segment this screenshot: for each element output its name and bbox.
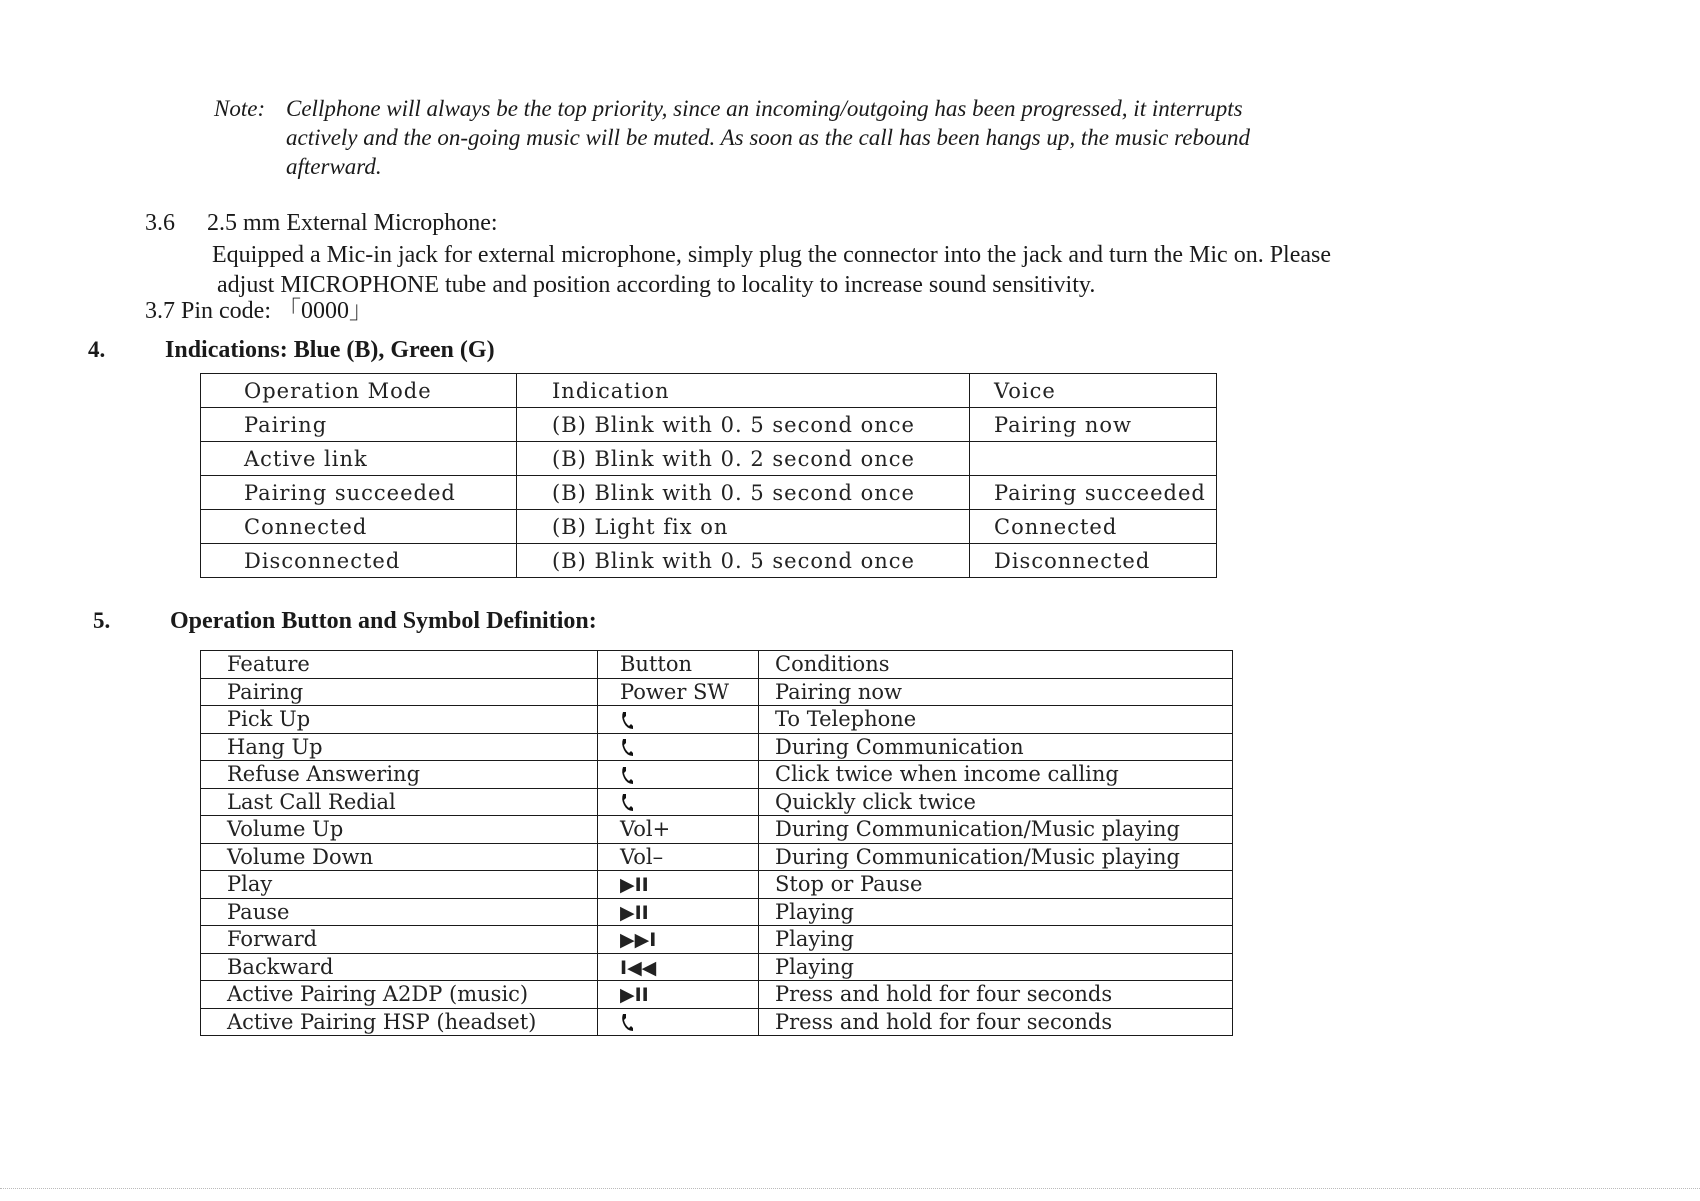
table-row: [201, 898, 1233, 926]
phone-icon: [620, 735, 634, 759]
table-row: [201, 843, 1233, 871]
feature-cell: Pick Up: [201, 706, 598, 734]
condition-cell: During Communication/Music playing: [759, 816, 1233, 844]
note-line: actively and the on-going music will be muted. As soon as the call has been hangs up, the music rebound: [286, 125, 1250, 150]
voice-cell: Pairing succeeded: [970, 476, 1217, 510]
column-header: Conditions: [759, 651, 1233, 679]
play-pause-icon: ▶II: [620, 984, 649, 1007]
feature-cell: Backward: [201, 953, 598, 981]
condition-cell: Stop or Pause: [759, 871, 1233, 899]
button-cell: [598, 926, 759, 954]
button-cell: [598, 761, 759, 789]
forward-icon: ▶▶I: [620, 929, 657, 952]
section-3-6-number: 3.6: [145, 210, 175, 236]
section-5-title: Operation Button and Symbol Definition:: [170, 608, 597, 634]
table-row: [201, 510, 1217, 544]
note-line: Cellphone will always be the top priority, since an incoming/outgoing has been progressed, it interrupts: [286, 96, 1243, 121]
table-row: [201, 442, 1217, 476]
button-cell: [598, 981, 759, 1009]
feature-cell: Active Pairing A2DP (music): [201, 981, 598, 1009]
page-footer-rule: [0, 1188, 1700, 1191]
button-cell: [598, 1008, 759, 1036]
operation-mode-cell: Connected: [201, 510, 517, 544]
feature-cell: Pairing: [201, 678, 598, 706]
table-row: [201, 544, 1217, 578]
button-cell: [598, 871, 759, 899]
condition-cell: Quickly click twice: [759, 788, 1233, 816]
table-row: [201, 706, 1233, 734]
indication-cell: (B) Blink with 0. 5 second once: [517, 408, 970, 442]
condition-cell: To Telephone: [759, 706, 1233, 734]
section-3-6-title: 2.5 mm External Microphone:: [207, 210, 498, 236]
operation-table: [200, 650, 1233, 1036]
section-4-title: Indications: Blue (B), Green (G): [165, 337, 495, 363]
condition-cell: Playing: [759, 898, 1233, 926]
button-cell: Vol–: [598, 843, 759, 871]
condition-cell: Playing: [759, 926, 1233, 954]
table-row: [201, 1008, 1233, 1036]
condition-cell: Press and hold for four seconds: [759, 1008, 1233, 1036]
condition-cell: Playing: [759, 953, 1233, 981]
button-cell: [598, 706, 759, 734]
note-text: [286, 94, 1496, 181]
section-3-6-line: adjust MICROPHONE tube and position according to locality to increase sound sensitivity.: [217, 272, 1096, 298]
feature-cell: Pause: [201, 898, 598, 926]
column-header: Feature: [201, 651, 598, 679]
backward-icon: I◀◀: [620, 956, 657, 979]
column-header: Button: [598, 651, 759, 679]
phone-icon: [620, 790, 634, 814]
feature-cell: Volume Up: [201, 816, 598, 844]
feature-cell: Refuse Answering: [201, 761, 598, 789]
section-3-7-pin-code: 3.7 Pin code: 「0000」: [145, 298, 373, 324]
section-5-number: 5.: [93, 608, 111, 633]
note-line: afterward.: [286, 154, 382, 179]
phone-icon: [620, 762, 634, 786]
section-4-number: 4.: [88, 337, 106, 362]
feature-cell: Hang Up: [201, 733, 598, 761]
feature-cell: Volume Down: [201, 843, 598, 871]
indication-cell: (B) Light fix on: [517, 510, 970, 544]
button-cell: [598, 953, 759, 981]
indication-cell: (B) Blink with 0. 5 second once: [517, 544, 970, 578]
section-3-6-line: Equipped a Mic-in jack for external microphone, simply plug the connector into the jack and turn the Mic on. Please: [212, 242, 1332, 268]
button-cell: Power SW: [598, 678, 759, 706]
voice-cell: [970, 442, 1217, 476]
condition-cell: During Communication: [759, 733, 1233, 761]
button-cell: Vol+: [598, 816, 759, 844]
phone-icon: [620, 707, 634, 731]
table-row: [201, 788, 1233, 816]
feature-cell: Last Call Redial: [201, 788, 598, 816]
play-pause-icon: ▶II: [620, 901, 649, 924]
table-row: [201, 981, 1233, 1009]
condition-cell: Click twice when income calling: [759, 761, 1233, 789]
phone-icon: [620, 1010, 634, 1034]
operation-mode-cell: Pairing succeeded: [201, 476, 517, 510]
operation-mode-cell: Pairing: [201, 408, 517, 442]
operation-mode-cell: Disconnected: [201, 544, 517, 578]
feature-cell: Forward: [201, 926, 598, 954]
note-label: Note:: [214, 96, 266, 121]
table-row: [201, 953, 1233, 981]
voice-cell: Disconnected: [970, 544, 1217, 578]
table-row: [201, 733, 1233, 761]
play-pause-icon: ▶II: [620, 874, 649, 897]
table-header-row: [201, 651, 1233, 679]
voice-cell: Pairing now: [970, 408, 1217, 442]
button-cell: [598, 898, 759, 926]
feature-cell: Play: [201, 871, 598, 899]
column-header: Voice: [970, 374, 1217, 408]
condition-cell: During Communication/Music playing: [759, 843, 1233, 871]
table-row: [201, 476, 1217, 510]
table-header-row: [201, 374, 1217, 408]
indication-cell: (B) Blink with 0. 5 second once: [517, 476, 970, 510]
feature-cell: Active Pairing HSP (headset): [201, 1008, 598, 1036]
table-row: [201, 761, 1233, 789]
column-header: Operation Mode: [201, 374, 517, 408]
voice-cell: Connected: [970, 510, 1217, 544]
button-cell: [598, 733, 759, 761]
table-row: [201, 871, 1233, 899]
condition-cell: Pairing now: [759, 678, 1233, 706]
operation-mode-cell: Active link: [201, 442, 517, 476]
table-row: [201, 816, 1233, 844]
table-row: [201, 408, 1217, 442]
table-row: [201, 926, 1233, 954]
indication-cell: (B) Blink with 0. 2 second once: [517, 442, 970, 476]
condition-cell: Press and hold for four seconds: [759, 981, 1233, 1009]
table-row: [201, 678, 1233, 706]
button-cell: [598, 788, 759, 816]
column-header: Indication: [517, 374, 970, 408]
indications-table: [200, 373, 1217, 578]
